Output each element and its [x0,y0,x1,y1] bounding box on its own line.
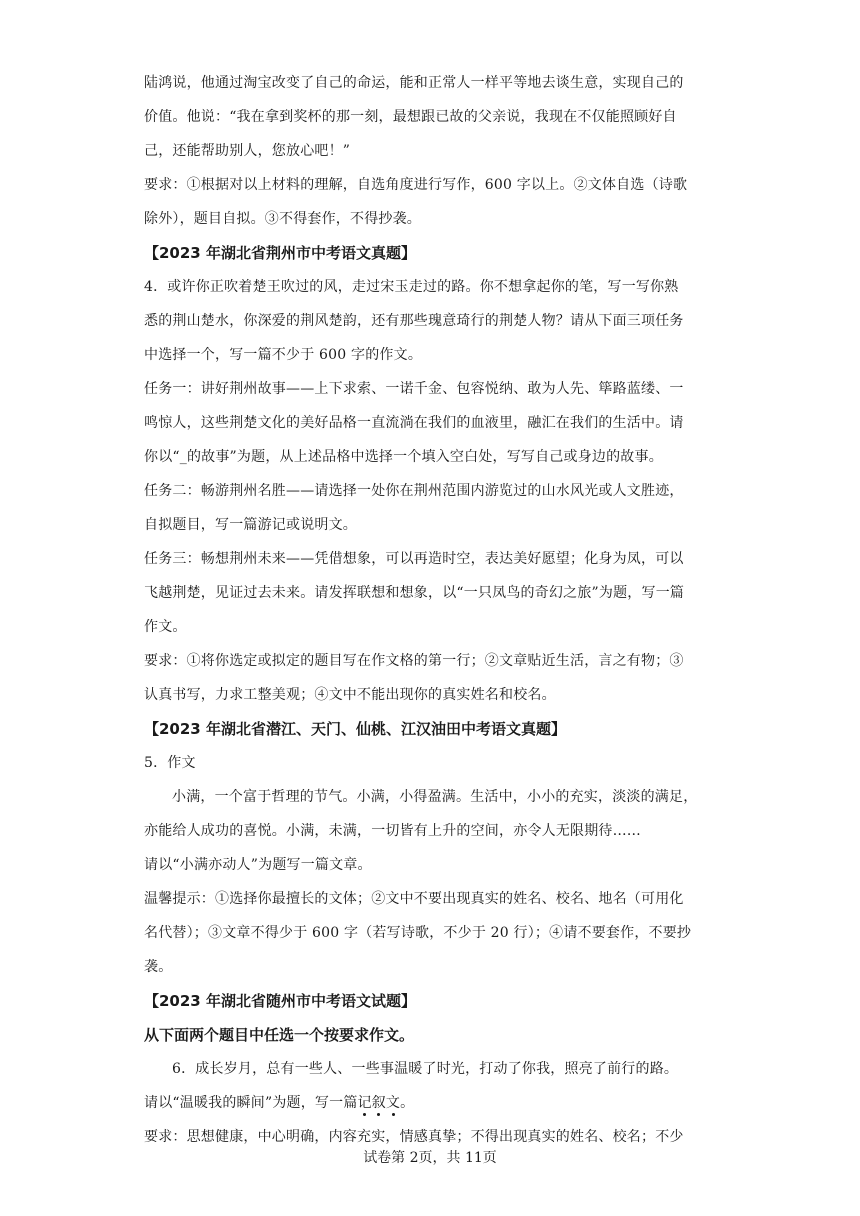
requirement-line: 认真书写，力求工整美观；④文中不能出现你的真实姓名和校名。 [144,687,556,703]
prompt-line: 请以“小满亦动人”为题写一篇文章。 [144,857,372,873]
task-line: 飞越荆楚，见证过去未来。请发挥联想和想象，以“一只凤鸟的奇幻之旅”为题，写一篇 [144,585,685,601]
task-line: 你以“_的故事”为题，从上述品格中选择一个填入空白处，写写自己或身边的故事。 [144,449,663,465]
question-line: 6．成长岁月，总有一些人、一些事温暖了时光，打动了你我，照亮了前行的路。 [172,1061,679,1077]
task-line: 自拟题目，写一篇游记或说明文。 [144,517,357,533]
material-line: 小满，一个富于哲理的节气。小满，小得盈满。生活中，小小的充实，淡淡的满足， [172,789,698,805]
text-line: 己，还能帮助别人，您放心吧！” [144,143,351,159]
task-line: 鸣惊人，这些荆楚文化的美好品格一直流淌在我们的血液里，融汇在我们的生活中。请 [144,415,684,431]
tip-line: 温馨提示：①选择你最擅长的文体；②文中不要出现真实的姓名、校名、地名（可用化 [144,891,684,907]
material-line: 亦能给人成功的喜悦。小满，未满，一切皆有上升的空间，亦令人无限期待…… [144,823,641,839]
text-line: 价值。他说：“我在拿到奖杯的那一刻，最想跟已故的父亲说，我现在不仅能照顾好自 [144,109,677,125]
text-line: 陆鸿说，他通过淘宝改变了自己的命运，能和正常人一样平等地去谈生意，实现自己的 [144,75,684,91]
prompt-text: 请以“温暖我的瞬间”为题，写一篇 [144,1095,358,1111]
emphasized-char: 文 [385,1095,401,1111]
section-heading-jingzhou: 【2023 年湖北省荆州市中考语文真题】 [144,244,416,262]
page-footer: 试卷第 2页，共 11页 [363,1150,497,1166]
section-heading-suizhou: 【2023 年湖北省随州市中考语文试题】 [144,992,416,1010]
section-subheading: 从下面两个题目中任选一个按要求作文。 [144,1026,415,1044]
question-line: 4．或许你正吹着楚王吹过的风，走过宋玉走过的路。你不想拿起你的笔，写一写你熟 [144,279,679,295]
task-line: 任务三：畅想荆州未来——凭借想象，可以再造时空，表达美好愿望；化身为凤，可以 [144,551,684,567]
requirement-line: 要求：思想健康，中心明确，内容充实，情感真挚；不得出现真实的姓名、校名；不少 [144,1129,684,1145]
page-content [144,66,720,1154]
task-line: 作文。 [144,619,187,635]
tip-line: 名代替）；③文章不得少于 600 字（若写诗歌，不少于 20 行）；④请不要套作，不要抄 [144,925,692,941]
tip-line: 袭。 [144,959,173,975]
question-line: 悉的荆山楚水，你深爱的荆风楚韵，还有那些瑰意琦行的荆楚人物？请从下面三项任务 [144,313,684,329]
task-line: 任务二：畅游荆州名胜——请选择一处你在荆州范围内游览过的山水风光或人文胜迹， [144,483,684,499]
requirement-line: 要求：①根据对以上材料的理解，自选角度进行写作，600 字以上。②文体自选（诗歌 [144,177,688,193]
task-line: 任务一：讲好荆州故事——上下求索、一诺千金、包容悦纳、敢为人先、筚路蓝缕、一 [144,381,684,397]
question-line: 5．作文 [144,755,196,771]
prompt-line [144,1086,720,1120]
emphasized-char: 记 [357,1095,372,1111]
emphasis-genre [358,1095,401,1111]
question-line: 中选择一个，写一篇不少于 600 字的作文。 [144,347,423,363]
requirement-line: 除外），题目自拟。③不得套作，不得抄袭。 [144,211,421,227]
emphasized-char: 叙 [371,1095,386,1111]
section-heading-qianjiang: 【2023 年湖北省潜江、天门、仙桃、江汉油田中考语文真题】 [144,720,566,738]
requirement-line: 要求：①将你选定或拟定的题目写在作文格的第一行；②文章贴近生活，言之有物；③ [144,653,684,669]
prompt-text-end: 。 [400,1095,415,1111]
